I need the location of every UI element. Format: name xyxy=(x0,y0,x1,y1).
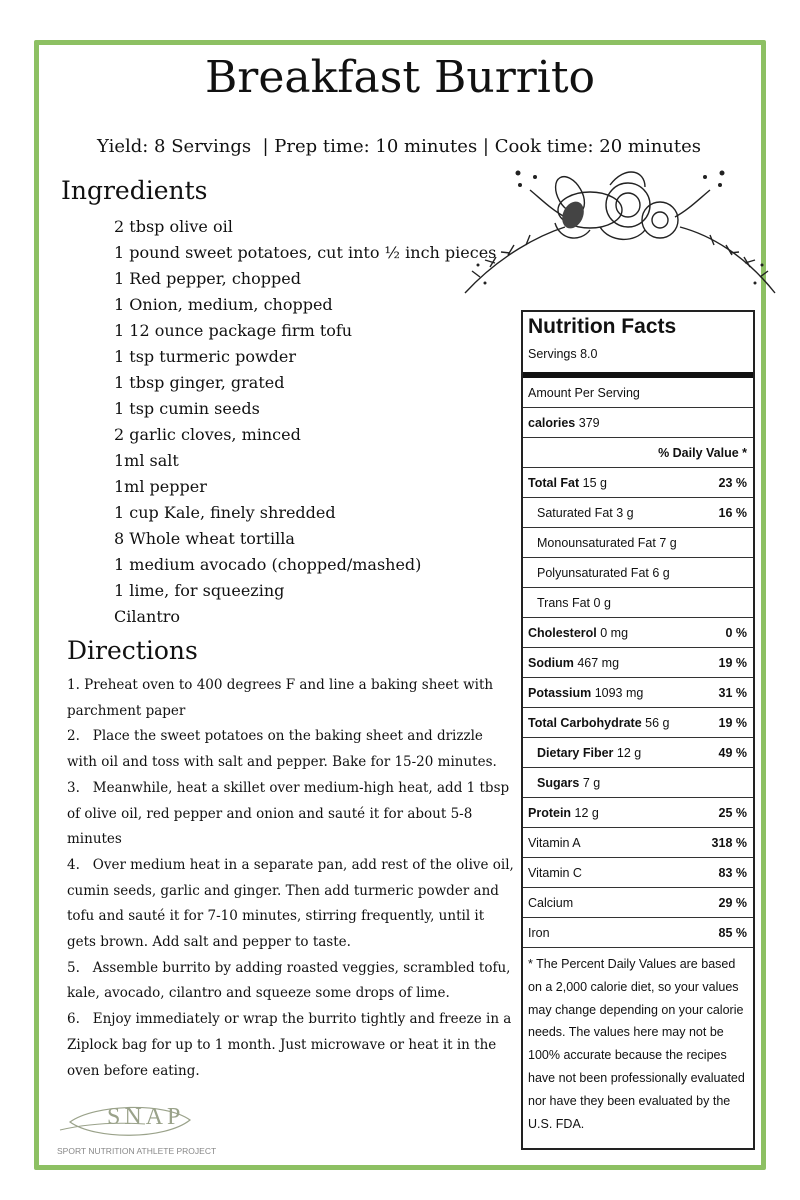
nutrient-label: Potassium xyxy=(528,685,592,700)
nutrient-label: Monounsaturated Fat xyxy=(537,535,656,550)
ingredient-item: 1 12 ounce package firm tofu xyxy=(114,321,353,340)
ingredients-list xyxy=(114,214,496,630)
nutrient-row xyxy=(523,648,753,678)
nutrient-label-group xyxy=(528,476,607,490)
ingredient-item: 1 tsp turmeric powder xyxy=(114,347,296,366)
nutrient-daily-value: 49 % xyxy=(718,745,747,760)
nutrient-amount: 12 g xyxy=(616,745,642,760)
ingredient-item: 1 lime, for squeezing xyxy=(114,581,285,600)
nutrition-facts-panel xyxy=(521,310,755,1150)
nutrient-amount: 12 g xyxy=(574,805,599,820)
nutrient-label-group xyxy=(537,536,677,550)
nutrition-header xyxy=(523,312,753,378)
nutrient-label: Sodium xyxy=(528,655,574,670)
nutrient-label: Sugars xyxy=(537,775,580,790)
ingredient-item: 1ml pepper xyxy=(114,477,207,496)
nutrient-daily-value: 31 % xyxy=(718,685,747,700)
daily-value-label: % Daily Value * xyxy=(658,445,747,460)
nutrient-daily-value: 29 % xyxy=(718,895,747,910)
calories-label: calories xyxy=(528,415,576,430)
nutrient-daily-value: 85 % xyxy=(718,925,747,940)
nutrient-label-group xyxy=(528,626,628,640)
ingredient-item: 1 pound sweet potatoes, cut into ½ inch pieces xyxy=(114,243,497,262)
recipe-meta: Yield: 8 Servings | Prep time: 10 minutes | Cook time: 20 minutes xyxy=(97,136,702,157)
ingredient-item: 2 tbsp olive oil xyxy=(114,217,233,236)
nutrition-title: Nutrition Facts xyxy=(528,315,677,338)
nutrient-row xyxy=(523,798,753,828)
nutrient-label-group xyxy=(537,746,641,760)
direction-step: 5. Assemble burrito by adding roasted veggies, scrambled tofu, kale, avocado, cilantro and squeeze some drops of lime. xyxy=(67,959,515,1002)
nutrient-amount: 3 g xyxy=(616,505,634,520)
nutrient-label-group xyxy=(528,926,550,940)
nutrient-label: Total Carbohydrate xyxy=(528,715,642,730)
snap-logo-tagline: SPORT NUTRITION ATHLETE PROJECT xyxy=(57,1146,217,1156)
ingredient-item: 1 Onion, medium, chopped xyxy=(114,295,333,314)
nutrient-label: Calcium xyxy=(528,895,574,910)
nutrient-label-group xyxy=(537,776,600,790)
nutrient-label: Protein xyxy=(528,805,572,820)
nutrient-amount: 7 g xyxy=(659,535,677,550)
directions-list xyxy=(67,673,517,1084)
ingredient-item: 1 tbsp ginger, grated xyxy=(114,373,285,392)
floral-decoration-icon xyxy=(460,165,780,300)
nutrient-amount: 56 g xyxy=(645,715,670,730)
nutrient-row xyxy=(523,588,753,618)
nutrient-label-group xyxy=(528,806,599,820)
daily-value-header xyxy=(523,438,753,468)
calories-row xyxy=(523,408,753,438)
nutrient-row xyxy=(523,468,753,498)
ingredient-item: 1 tsp cumin seeds xyxy=(114,399,260,418)
nutrient-row xyxy=(523,888,753,918)
nutrient-row xyxy=(523,918,753,948)
nutrient-row xyxy=(523,768,753,798)
nutrient-amount: 467 mg xyxy=(577,655,620,670)
nutrient-amount: 7 g xyxy=(582,775,601,790)
direction-step: 3. Meanwhile, heat a skillet over medium-high heat, add 1 tbsp of olive oil, red pepper and onion and sauté it for about 5-8 minutes xyxy=(67,779,514,848)
ingredient-item: 1 Red pepper, chopped xyxy=(114,269,301,288)
ingredient-item: 1 medium avocado (chopped/mashed) xyxy=(114,555,422,574)
nutrient-daily-value: 19 % xyxy=(718,715,747,730)
servings: Servings 8.0 xyxy=(528,347,598,361)
nutrient-daily-value: 318 % xyxy=(711,835,747,850)
nutrient-label: Polyunsaturated Fat xyxy=(537,565,649,580)
nutrient-daily-value: 25 % xyxy=(718,805,747,820)
amount-per-serving-label: Amount Per Serving xyxy=(528,385,640,400)
nutrient-label-group xyxy=(528,896,573,910)
nutrient-label-group xyxy=(528,686,643,700)
ingredient-item: 2 garlic cloves, minced xyxy=(114,425,301,444)
nutrient-label: Dietary Fiber xyxy=(537,745,614,760)
nutrient-label: Iron xyxy=(528,925,550,940)
amount-per-serving xyxy=(523,378,753,408)
nutrient-daily-value: 83 % xyxy=(718,865,747,880)
direction-step: 2. Place the sweet potatoes on the baking sheet and drizzle with oil and toss with salt and pepper. Bake for 15-20 minutes. xyxy=(67,728,497,771)
nutrient-amount: 15 g xyxy=(582,475,607,490)
nutrient-label: Vitamin C xyxy=(528,865,582,880)
directions-heading: Directions xyxy=(67,636,198,665)
nutrient-row xyxy=(523,678,753,708)
snap-logo-mark: SNAP xyxy=(107,1104,185,1130)
nutrient-amount: 0 g xyxy=(593,595,611,610)
nutrient-label-group xyxy=(537,566,670,580)
ingredients-heading: Ingredients xyxy=(61,176,208,205)
nutrient-row xyxy=(523,858,753,888)
nutrient-amount: 0 mg xyxy=(600,625,629,640)
calories-value: 379 xyxy=(578,415,600,430)
nutrient-label-group xyxy=(528,716,670,730)
ingredient-item: 8 Whole wheat tortilla xyxy=(114,529,295,548)
nutrient-amount: 6 g xyxy=(652,565,670,580)
nutrient-row xyxy=(523,558,753,588)
nutrient-label: Vitamin A xyxy=(528,835,581,850)
nutrition-footnote: * The Percent Daily Values are based on a 2,000 calorie diet, so your values may change depending on your calorie needs. The values here may not be 100% accurate because the recipes have not been professionally evaluated nor have they been evaluated by the U.S. FDA. xyxy=(528,957,745,1131)
ingredient-item: 1ml salt xyxy=(114,451,179,470)
nutrient-row xyxy=(523,528,753,558)
nutrient-label-group xyxy=(537,596,611,610)
snap-logo xyxy=(55,1102,215,1162)
nutrient-daily-value: 23 % xyxy=(718,475,747,490)
nutrient-label-group xyxy=(528,836,581,850)
nutrient-daily-value: 19 % xyxy=(718,655,747,670)
nutrient-label-group xyxy=(537,506,634,520)
direction-step: 1. Preheat oven to 400 degrees F and line a baking sheet with parchment paper xyxy=(67,677,498,719)
ingredient-item: 1 cup Kale, finely shredded xyxy=(114,503,336,522)
nutrient-rows xyxy=(523,468,753,948)
ingredient-item: Cilantro xyxy=(114,607,181,626)
nutrient-row xyxy=(523,738,753,768)
nutrient-label-group xyxy=(528,656,619,670)
nutrient-label-group xyxy=(528,866,582,880)
direction-step: 4. Over medium heat in a separate pan, add rest of the olive oil, cumin seeds, garlic and ginger. Then add turmeric powder and tofu and sauté it for 7-10 minutes, stirring frequently, until it gets brown. Add salt and pepper to taste. xyxy=(67,856,519,951)
nutrient-row xyxy=(523,828,753,858)
nutrient-daily-value: 16 % xyxy=(718,505,747,520)
nutrient-label: Trans Fat xyxy=(537,595,591,610)
nutrient-row xyxy=(523,618,753,648)
nutrient-amount: 1093 mg xyxy=(594,685,644,700)
recipe-title: Breakfast Burrito xyxy=(204,52,596,103)
nutrient-row xyxy=(523,708,753,738)
nutrient-label: Total Fat xyxy=(528,475,580,490)
direction-step: 6. Enjoy immediately or wrap the burrito tightly and freeze in a Ziplock bag for up to 1 month. Just microwave or heat it in the oven before eating. xyxy=(67,1011,516,1079)
nutrient-daily-value: 0 % xyxy=(725,625,747,640)
nutrient-row xyxy=(523,498,753,528)
nutrient-label: Cholesterol xyxy=(528,625,597,640)
nutrient-label: Saturated Fat xyxy=(537,505,613,520)
